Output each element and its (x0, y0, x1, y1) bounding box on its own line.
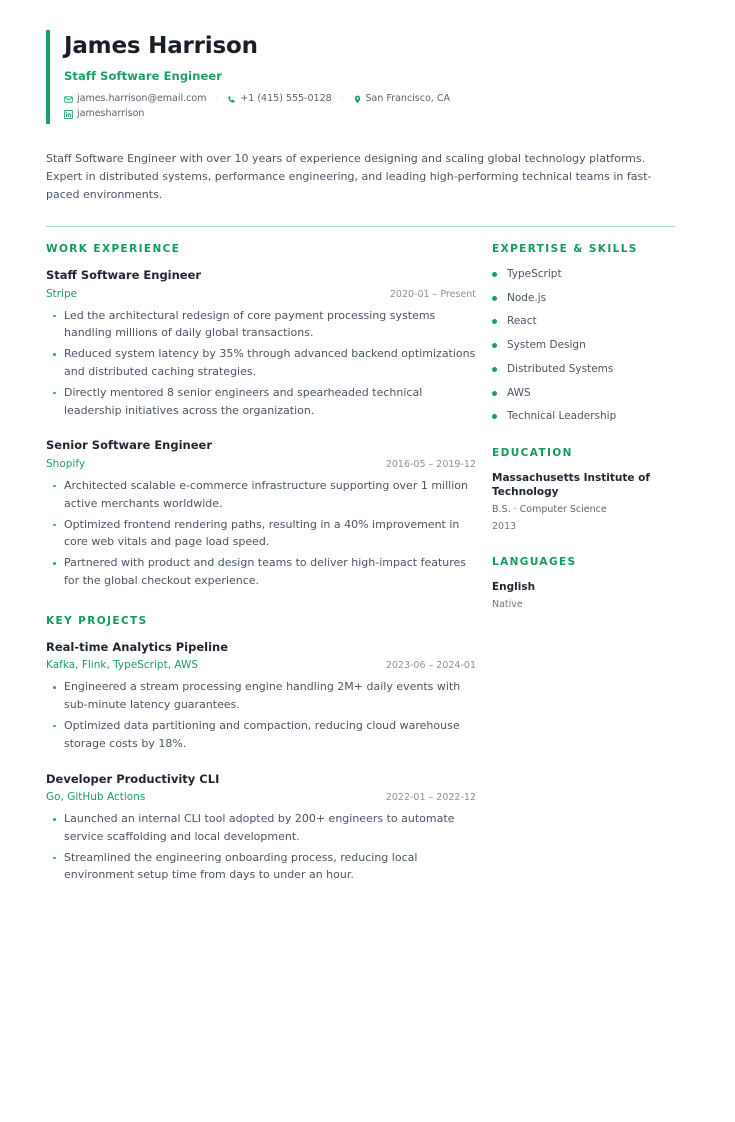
education-institution: Massachusetts Institute of Technology (492, 471, 650, 499)
project-entry-stack: Kafka, Flink, TypeScript, AWS (46, 659, 199, 672)
section-title-key-projects: KEY PROJECTS (46, 614, 148, 627)
section-title-education: EDUCATION (492, 446, 573, 459)
page-title: James Harrison (64, 33, 258, 59)
project-entry-bullets (46, 810, 476, 884)
section-title-work-experience: WORK EXPERIENCE (46, 242, 181, 255)
section-key-projects (46, 615, 476, 885)
work-entry-bullets (46, 477, 476, 590)
education-entry (492, 471, 675, 534)
work-entry-company: Shopify (46, 457, 86, 470)
education-year: 2013 (492, 521, 517, 533)
summary-paragraph: Staff Software Engineer with over 10 years of experience designing and scaling global technology platforms. Expert in distributed systems, performance engineering, and leading high-performing technical teams in fast-paced environments. (46, 151, 652, 201)
work-entry-meta (46, 458, 476, 470)
work-entry-dates: 2020-01 – Present (389, 288, 476, 300)
skill-item: Technical Leadership (492, 409, 675, 424)
work-entry-meta (46, 288, 476, 300)
header-headline: Staff Software Engineer (64, 69, 223, 84)
contact-item-email[interactable] (64, 92, 206, 107)
project-entry-bullets (46, 678, 476, 752)
section-title-languages: LANGUAGES (492, 555, 577, 568)
contact-linkedin-label: jamesharrison (77, 107, 145, 119)
sidebar-column (476, 243, 675, 887)
project-entry-name: Real-time Analytics Pipeline (46, 639, 229, 654)
work-entry-bullets (46, 307, 476, 420)
work-entry-dates: 2016-05 – 2019-12 (385, 458, 476, 470)
skill-item: Distributed Systems (492, 362, 675, 377)
work-entry-role: Senior Software Engineer (46, 438, 213, 453)
section-expertise-skills (492, 243, 675, 425)
contact-item-linkedin[interactable] (64, 107, 144, 122)
language-name: English (492, 580, 536, 593)
header-accent-bar (46, 30, 50, 124)
skill-item: AWS (492, 386, 675, 401)
project-entry (46, 640, 476, 753)
section-title-expertise-skills: EXPERTISE & SKILLS (492, 242, 638, 255)
contact-separator: · (340, 93, 344, 104)
contact-item-location (353, 92, 450, 107)
envelope-icon (64, 95, 73, 104)
list-item: Architected scalable e-commerce infrastructure supporting over 1 million active merchants worldwide. (46, 477, 476, 513)
language-entry (492, 580, 675, 612)
work-entry-role: Staff Software Engineer (46, 267, 202, 282)
contact-item-phone[interactable] (227, 92, 331, 107)
list-item: Partnered with product and design teams to deliver high-impact features for the global checkout experience. (46, 554, 476, 590)
skill-item: System Design (492, 338, 675, 353)
list-item: Launched an internal CLI tool adopted by 200+ engineers to automate service scaffolding and local development. (46, 810, 476, 846)
resume-body (46, 243, 675, 887)
location-pin-icon (353, 95, 362, 104)
skill-item: Node.js (492, 291, 675, 306)
list-item: Directly mentored 8 senior engineers and spearheaded technical leadership initiatives across the organization. (46, 384, 476, 420)
header-divider (46, 226, 675, 227)
contact-separator: · (215, 93, 219, 104)
skill-item: React (492, 314, 675, 329)
education-degree: B.S. · Computer Science (492, 504, 607, 516)
work-entry (46, 268, 476, 419)
list-item: Optimized data partitioning and compaction, reducing cloud warehouse storage costs by 18%. (46, 717, 476, 753)
phone-icon (227, 95, 236, 104)
skill-item: TypeScript (492, 267, 675, 282)
skills-list (492, 267, 675, 425)
list-item: Reduced system latency by 35% through advanced backend optimizations and distributed caching strategies. (46, 345, 476, 381)
project-entry-dates: 2023-06 – 2024-01 (385, 660, 476, 672)
work-entry-company: Stripe (46, 287, 78, 300)
work-entry (46, 438, 476, 589)
project-entry (46, 772, 476, 885)
project-entry-name: Developer Productivity CLI (46, 771, 220, 786)
linkedin-icon (64, 110, 73, 119)
resume-header (46, 28, 675, 126)
section-education (492, 447, 675, 534)
section-work-experience (46, 243, 476, 590)
list-item: Optimized frontend rendering paths, resulting in a 40% improvement in core web vitals and page load speed. (46, 516, 476, 552)
contact-phone-label: +1 (415) 555-0128 (240, 93, 332, 105)
language-level: Native (492, 598, 523, 610)
project-entry-dates: 2022-01 – 2022-12 (385, 792, 476, 804)
section-languages (492, 556, 675, 612)
list-item: Engineered a stream processing engine handling 2M+ daily events with sub-minute latency guarantees. (46, 678, 476, 714)
contact-list (64, 92, 484, 121)
list-item: Streamlined the engineering onboarding process, reducing local environment setup time from days to under an hour. (46, 849, 476, 885)
project-entry-meta (46, 791, 476, 803)
main-column (46, 243, 476, 887)
contact-email-label: james.harrison@email.com (77, 93, 207, 105)
list-item: Led the architectural redesign of core payment processing systems handling millions of daily global transactions. (46, 307, 476, 343)
contact-location-label: San Francisco, CA (365, 93, 450, 105)
project-entry-meta (46, 659, 476, 671)
project-entry-stack: Go, GitHub Actions (46, 791, 146, 804)
